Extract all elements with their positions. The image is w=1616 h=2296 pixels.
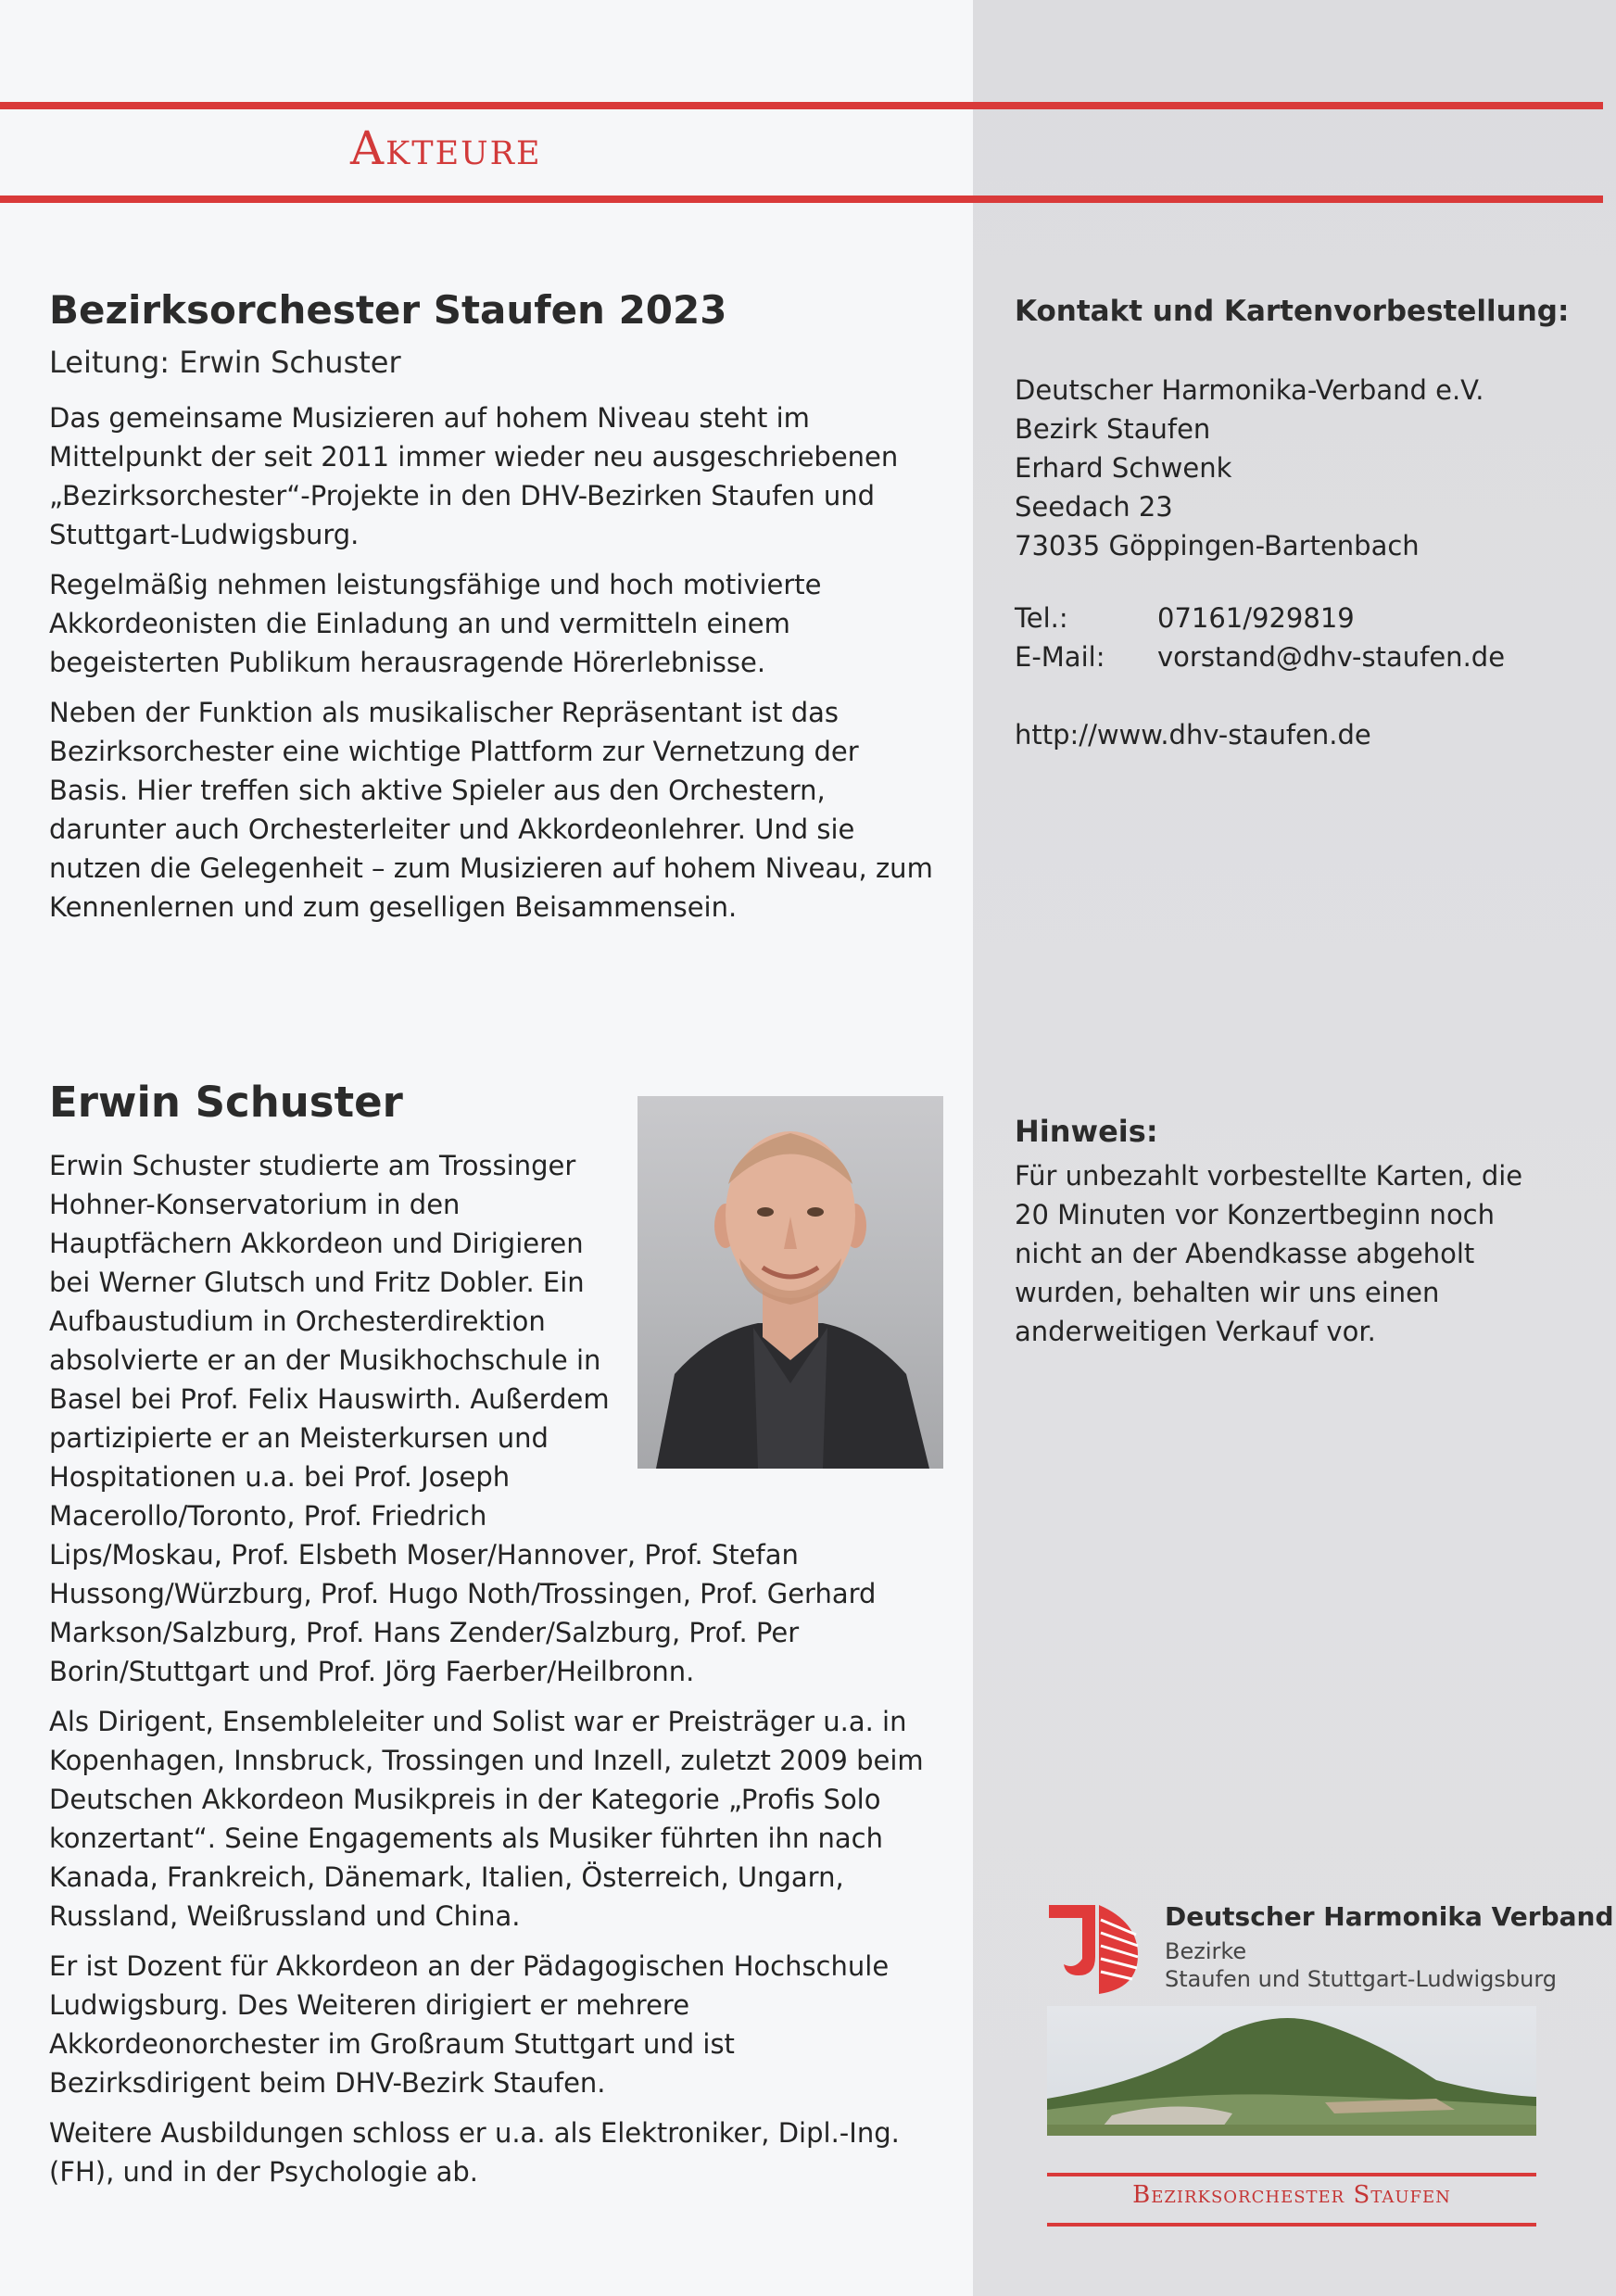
orchestra-lead: Leitung: Erwin Schuster [49, 345, 401, 380]
conductor-paragraph: Weitere Ausbildungen schloss er u.a. als Elektroniker, Dipl.-Ing. (FH), und in der Psychologie ab. [49, 2117, 900, 2188]
phone-label: Tel.: [1015, 602, 1068, 634]
orchestra-paragraph: Regelmäßig nehmen leistungsfähige und hoch motivierte Akkordeonisten die Einladung an und vermitteln einem begeisterten Publikum herausragende Hörerlebnisse. [49, 569, 822, 678]
address-line: 73035 Göppingen-Bartenbach [1015, 530, 1420, 561]
contact-details [1015, 371, 1505, 754]
conductor-heading: Erwin Schuster [49, 1078, 403, 1127]
address-line: Deutscher Harmonika-Verband e.V. [1015, 374, 1484, 406]
website-link[interactable]: http://www.dhv-staufen.de [1015, 719, 1371, 751]
email-link[interactable]: vorstand@dhv-staufen.de [1157, 641, 1506, 673]
logo-name: Deutscher Harmonika Verband [1165, 1901, 1614, 1932]
logo-rule-bottom [1047, 2223, 1536, 2227]
logo-subtitle-regions: Staufen und Stuttgart-Ludwigsburg [1165, 1966, 1558, 1992]
logo-subtitle: Bezirke [1165, 1938, 1247, 1964]
address-line: Bezirk Staufen [1015, 413, 1211, 445]
portrait-image [638, 1096, 943, 1469]
address-line: Seedach 23 [1015, 491, 1173, 523]
email-row [1015, 637, 1505, 676]
address-line: Erhard Schwenk [1015, 452, 1232, 484]
header-rule-bottom [0, 196, 1603, 203]
orchestra-paragraph: Neben der Funktion als musikalischer Repräsentant ist das Bezirksorchester eine wichtige Plattform zur Vernetzung der Basis. Hier treffen sich aktive Spieler aus den Orchestern, darunter auch Orchesterleiter und Akkordeonlehrer. Und sie nutzen die Gelegenheit – zum Musizieren auf hohem Niveau, zum Kennenlernen und zum geselligen Beisammensein. [49, 697, 933, 923]
logo-rule-top [1047, 2173, 1536, 2176]
contact-heading: Kontakt und Kartenvorbestellung: [1015, 295, 1570, 328]
orchestra-description [49, 398, 939, 938]
hint-text: Für unbezahlt vorbestellte Karten, die 20 Minuten vor Konzertbeginn noch nicht an der Abendkasse abgeholt wurden, behalten wir uns einen anderweitigen Verkauf vor. [1015, 1160, 1523, 1347]
email-label: E-Mail: [1015, 641, 1105, 673]
hint-heading: Hinweis: [1015, 1114, 1158, 1149]
conductor-biography [49, 1146, 943, 2202]
header-rule-top [0, 102, 1603, 109]
orchestra-heading: Bezirksorchester Staufen 2023 [49, 287, 727, 333]
phone-row [1015, 599, 1505, 637]
harmonica-logo-icon [1047, 1903, 1140, 1996]
conductor-portrait [638, 1096, 943, 1469]
phone-value: 07161/929819 [1157, 602, 1355, 634]
conductor-paragraph: Er ist Dozent für Akkordeon an der Pädagogischen Hochschule Ludwigsburg. Des Weiteren dirigiert er mehrere Akkordeonorchester im Großraum Stuttgart und ist Bezirksdirigent beim DHV-Bezirk Staufen. [49, 1950, 890, 2099]
logo-footer-text: Bezirksorchester Staufen [1132, 2181, 1451, 2209]
mountain-landscape-image [1047, 2006, 1536, 2136]
conductor-paragraph: Als Dirigent, Ensembleleiter und Solist war er Preisträger u.a. in Kopenhagen, Innsbruck, Trossingen und Inzell, zuletzt 2009 beim Deutschen Akkordeon Musikpreis in der Kategorie „Profis Solo konzertant“. Seine Engagements als Musiker führten ihn nach Kanada, Frankreich, Dänemark, Italien, Österreich, Ungarn, Russland, Weißrussland und China. [49, 1706, 924, 1932]
orchestra-paragraph: Das gemeinsame Musizieren auf hohem Niveau steht im Mittelpunkt der seit 2011 immer wieder neu ausgeschriebenen „Bezirksorchester“-Projekte in den DHV-Bezirken Staufen und Stuttgart-Ludwigsburg. [49, 402, 899, 550]
section-title: Akteure [350, 121, 542, 175]
conductor-paragraph: Erwin Schuster studierte am Trossinger Hohner-Konservatorium in den Hauptfächern Akkordeon und Dirigieren bei Werner Glutsch und Fritz Dobler. Ein Aufbaustudium in Orchesterdirektion absolvierte er an der Musikhochschule in Basel bei Prof. Felix Hauswirth. Außerdem partizipierte er an Meisterkursen und Hospitationen u.a. bei Prof. Joseph Macerollo/Toronto, Prof. Friedrich Lips/Moskau, Prof. Elsbeth Moser/Hannover, Prof. Stefan Hussong/Würzburg, Prof. Hugo Noth/Trossingen, Prof. Gerhard Markson/Salzburg, Prof. Hans Zender/Salzburg, Prof. Per Borin/Stuttgart und Prof. Jörg Faerber/Heilbronn. [49, 1150, 877, 1687]
